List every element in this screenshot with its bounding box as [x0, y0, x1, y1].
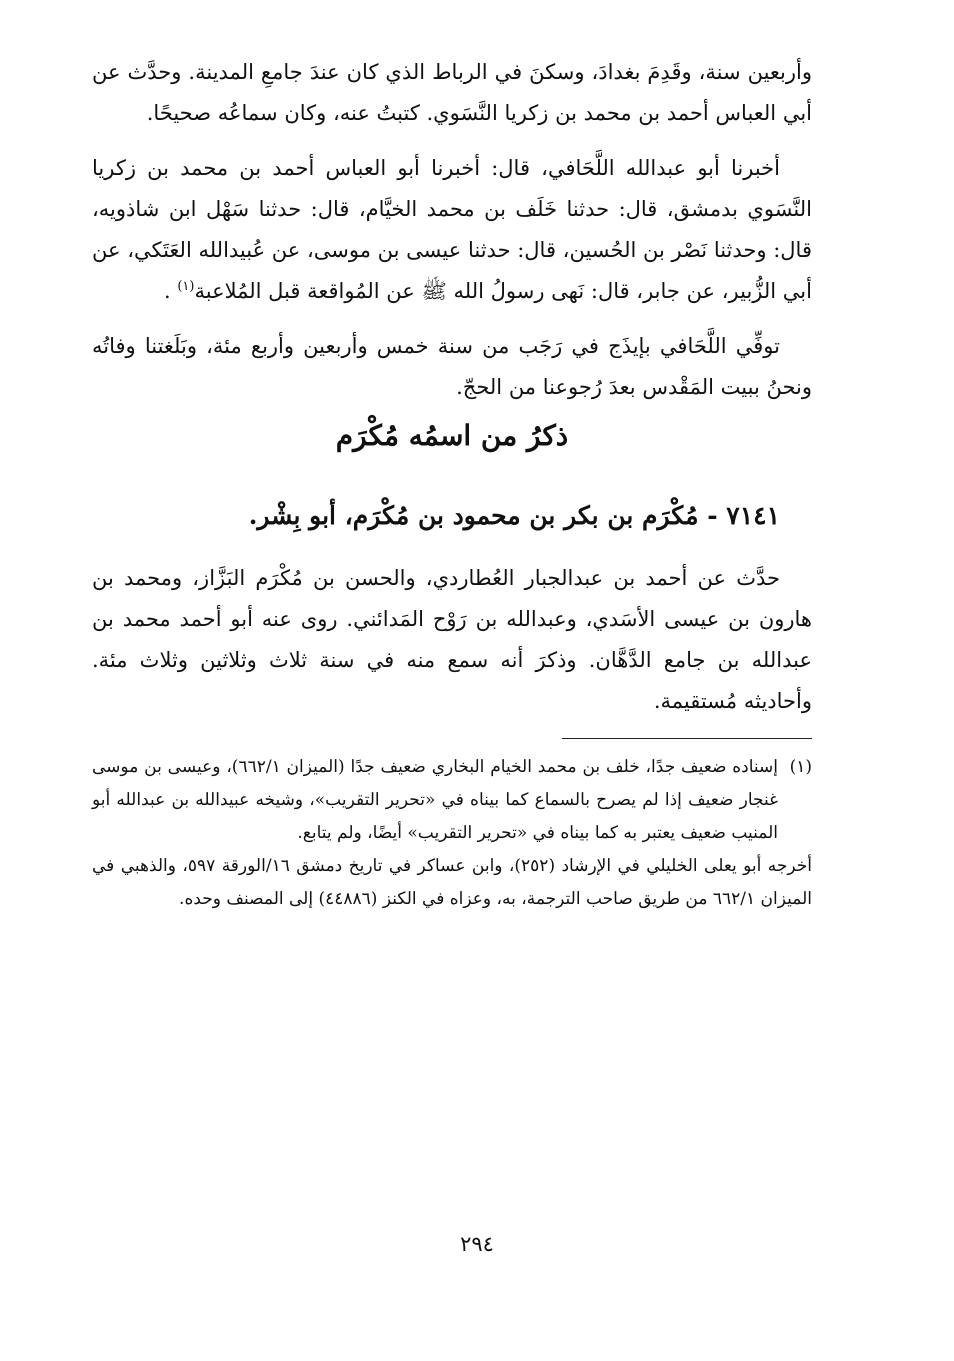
- isnad-end: .: [163, 279, 171, 303]
- isnad-paragraph: [92, 148, 812, 312]
- footnote-reference: (١): [177, 279, 195, 294]
- death-paragraph: توفِّي اللَّحَافي بإيذَج في رَجَب من سنة خمس وأربعين وأربع مئة، وبَلَغتنا وفاتُه ونحنُ ببيت المَقْدس بعدَ رُجوعنا من الحجّ.: [92, 334, 812, 399]
- entry-paragraph: حدَّث عن أحمد بن عبدالجبار العُطاردي، والحسن بن مُكْرَم البَزَّاز، ومحمد بن هارون بن عيسى الأسَدي، وعبدالله بن رَوْح المَدائني. روى عنه أبو أحمد محمد بن عبدالله بن جامع الدَّهَّان. وذكرَ أنه سمع منه في سنة ثلاث وثلاثين وثلاث مئة. وأحاديثه مُستقيمة.: [92, 566, 812, 713]
- footnote-divider: [562, 738, 812, 739]
- footnote-text: إسناده ضعيف جدًا، خلف بن محمد الخيام البخاري ضعيف جدًا (الميزان ٦٦٢/١)، وعيسى بن موسى غنجار ضعيف إذا لم يصرح بالسماع كما بيناه في «تحرير التقريب»، وشيخه عبيدالله بن عبدالله أبو المنيب ضعيف يعتبر به كما بيناه في «تحرير التقريب» أيضًا، ولم يتابع.: [92, 757, 779, 843]
- entry-heading: ٧١٤١ - مُكْرَم بن بكر بن محمود بن مُكْرَم، أبو بِشْر.: [248, 501, 780, 530]
- footnotes: [92, 751, 812, 916]
- section-heading: ذكرُ من اسمُه مُكْرَم: [335, 419, 569, 452]
- top-paragraph: وأربعين سنة، وقَدِمَ بغدادَ، وسكنَ في الرباط الذي كان عندَ جامعِ المدينة. وحدَّث عن أبي العباس أحمد بن محمد بن زكريا النَّسَوي. كتبتُ عنه، وكان سماعُه صحيحًا.: [92, 60, 812, 125]
- footnote-continuation: أخرجه أبو يعلى الخليلي في الإرشاد (٢٥٢)، وابن عساكر في تاريخ دمشق ١٦/الورقة ٥٩٧، والذهبي في الميزان ٦٦٢/١ من طريق صاحب الترجمة، به، وعزاه في الكنز (٤٤٨٨٦) إلى المصنف وحده.: [92, 856, 813, 909]
- footnote-item: [92, 751, 812, 850]
- footnote-number: (١): [789, 757, 812, 777]
- page-body: [92, 52, 812, 916]
- isnad-text: أخبرنا أبو عبدالله اللَّحَافي، قال: أخبرنا أبو العباس أحمد بن محمد بن زكريا النَّسَوي بدمشق، قال: حدثنا خَلَف بن محمد الخيَّام، قال: حدثنا سَهْل ابن شاذويه، قال: وحدثنا نَصْر بن الحُسين، قال: حدثنا عيسى بن موسى، عن عُبيدالله العَتَكي، عن أبي الزُّبير، عن جابر، قال: نَهى رسولُ الله ﷺ عن المُواقعة قبل المُلاعبة: [92, 156, 812, 303]
- page-number: ٢٩٤: [460, 1232, 494, 1256]
